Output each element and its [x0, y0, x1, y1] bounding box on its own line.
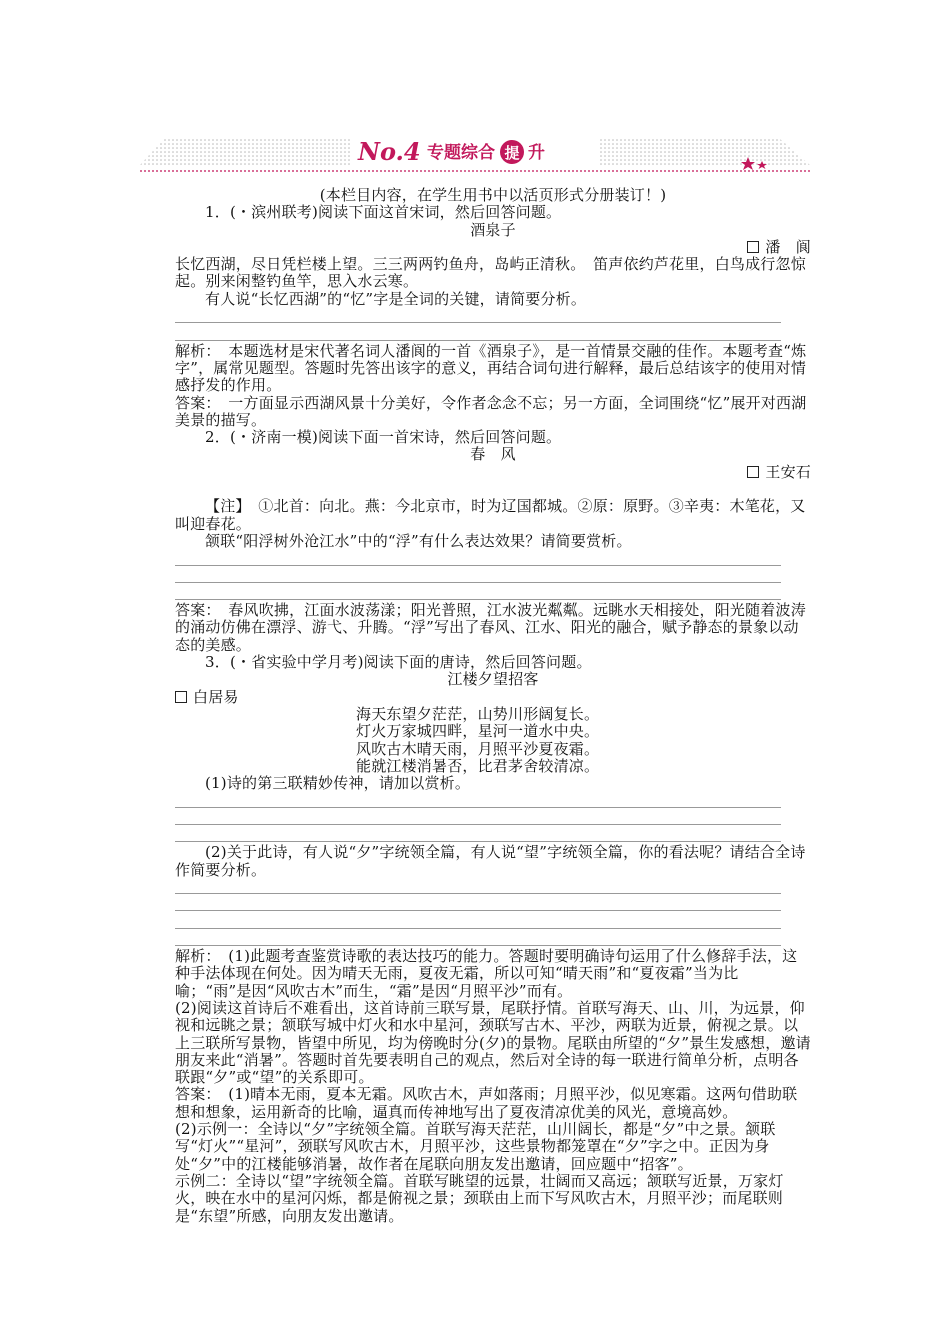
answer-blank-line[interactable] [175, 308, 811, 325]
q1-author: 潘 阆 [765, 237, 811, 256]
q1-body: 长忆西湖，尽日凭栏楼上望。三三两两钓鱼舟，岛屿正清秋。 笛声依约芦花里，白鸟成行忽惊起。别来闲整钓鱼竿，思入水云寒。 [175, 255, 806, 291]
q1-author-box-icon [747, 241, 759, 253]
answer-blank-line[interactable] [175, 879, 811, 896]
banner-last-char: 升 [528, 143, 545, 163]
q3-sub2: (2)关于此诗，有人说“夕”字统领全篇，有人说“望”字统领全篇，你的看法呢？请结合全诗作简要分析。 [175, 843, 806, 879]
section-banner [140, 127, 810, 179]
q1-author-line [175, 239, 811, 256]
banner-badge-char: 提 [504, 144, 520, 162]
poem-line: 风吹古木晴天雨，月照平沙夏夜霜。 [356, 739, 600, 758]
poem-line: 能就江楼消暑否，比君茅舍较清凉。 [356, 756, 600, 775]
q3-answer1: 答案： (1)晴本无雨，夏本无霜。风吹古木，声如落雨；月照平沙，似见寒霜。这两句借助联想和想象，运用新奇的比喻，逼真而传神地写出了夏夜清凉优美的风光，意境高妙。 [175, 1085, 798, 1121]
q2-prompt: 2．(・济南一模)阅读下面一首宋诗，然后回答问题。 [205, 428, 562, 447]
banner-title: 专题综合 [427, 143, 495, 163]
answer-blank-line[interactable] [175, 585, 811, 602]
answer-blank-line[interactable] [175, 827, 811, 844]
q1-analysis: 解析： 本题选材是宋代著名词人潘阆的一首《酒泉子》，是一首情景交融的佳作。本题考查“炼字”，属常见题型。答题时先答出该字的意义，再结合词句进行解释，最后总结该字的使用对情感抒发的作用。 [175, 341, 807, 395]
q3-title: 江楼夕望招客 [447, 670, 539, 689]
answer-blank-line[interactable] [175, 568, 811, 585]
answer-blank-line[interactable] [175, 550, 811, 567]
q3-prompt: 3．(・省实验中学月考)阅读下面的唐诗，然后回答问题。 [205, 653, 592, 672]
q2-title: 春 风 [470, 445, 516, 464]
intro-note: (本栏目内容，在学生用书中以活页形式分册装订！) [319, 186, 667, 204]
answer-blank-line[interactable] [175, 913, 811, 930]
q2-note: 【注】 ①北首：向北。燕：今北京市，时为辽国都城。②原：原野。③辛夷：木笔花，又叫迎春花。 [175, 497, 806, 533]
q1-question: 有人说“长忆西湖”的“忆”字是全词的关键，请简要分析。 [205, 289, 587, 308]
q3-author-line [175, 689, 811, 706]
banner-no-label: No.4 [358, 137, 421, 166]
q3-analysis2: (2)阅读这首诗后不难看出，这首诗前三联写景，尾联抒情。首联写海天、山、川，为远景，仰视和远眺之景；颔联写城中灯火和水中星河，颈联写古木、平沙，两联为近景，俯视之景。以上三联所写景物，皆望中所见，均为傍晚时分(夕)的景物。尾联由所望的“夕”景生发感想，邀请朋友来此“消暑”。答题时首先要表明自己的观点，然后对全诗的每一联进行简单分析，点明各联跟“夕”或“望”的关系即可。 [175, 998, 811, 1087]
poem-line: 海天东望夕茫茫，山势川形阔复长。 [356, 704, 600, 723]
q3-analysis1: 解析： (1)此题考查鉴赏诗歌的表达技巧的能力。答题时要明确诗句运用了什么修辞手法，这种手法体现在何处。因为晴天无雨，夏夜无霜，所以可知“晴天雨”和“夏夜霜”当为比喻；“雨”是因“风吹古木”而生，“霜”是因“月照平沙”而有。 [175, 947, 798, 1000]
poem-line: 灯火万家城四畔，星河一道水中央。 [356, 722, 600, 741]
q1-title: 酒泉子 [470, 220, 516, 239]
answer-blank-line[interactable] [175, 896, 811, 913]
q2-author: 王安石 [765, 462, 811, 481]
answer-blank-line[interactable] [175, 792, 811, 809]
q1-prompt: 1．(・滨州联考)阅读下面这首宋词，然后回答问题。 [205, 203, 562, 222]
q3-author: 白居易 [193, 687, 239, 706]
spacer [175, 481, 811, 498]
q3-sub1: (1)诗的第三联精妙传神，请加以赏析。 [205, 774, 471, 793]
answer-blank-line[interactable] [175, 325, 811, 342]
answer-blank-line[interactable] [175, 931, 811, 948]
q2-author-line [175, 464, 811, 481]
q3-answer2: (2)示例一：全诗以“夕”字统领全篇。首联写海天茫茫，山川阔长，都是“夕”中之景。颔联写“灯火”“星河”，颈联写风吹古木，月照平沙，这些景物都笼罩在“夕”字之中。正因为身处“夕”中的江楼能够消暑，故作者在尾联向朋友发出邀请，回应题中“招客”。 [175, 1120, 776, 1173]
q2-author-box-icon [747, 466, 759, 478]
q3-poem [175, 706, 811, 775]
q3-author-box-icon [175, 691, 187, 703]
answer-blank-line[interactable] [175, 810, 811, 827]
q3-answer3: 示例二：全诗以“望”字统领全篇。首联写眺望的远景，壮阔而又高远；颔联写近景，万家灯火，映在水中的星河闪烁，都是俯视之景；颈联由上而下写风吹古木，月照平沙；而尾联则是“东望”所感，向朋友发出邀请。 [175, 1171, 784, 1225]
exercise-content [175, 187, 811, 1225]
q2-answer: 答案： 春风吹拂，江面水波荡漾；阳光普照，江水波光粼粼。远眺水天相接处，阳光随着波涛的涌动仿佛在漂浮、游弋、升腾。“浮”写出了春风、江水、阳光的融合，赋予静态的景象以动态的美感。 [175, 601, 806, 654]
q1-answer: 答案： 一方面显示西湖风景十分美好，令作者念念不忘；另一方面，全词围绕“忆”展开对西湖美景的描写。 [175, 393, 807, 429]
q2-question: 颔联“阳浮树外沧江水”中的“浮”有什么表达效果？请简要赏析。 [205, 531, 632, 550]
banner-graphic [140, 127, 810, 179]
